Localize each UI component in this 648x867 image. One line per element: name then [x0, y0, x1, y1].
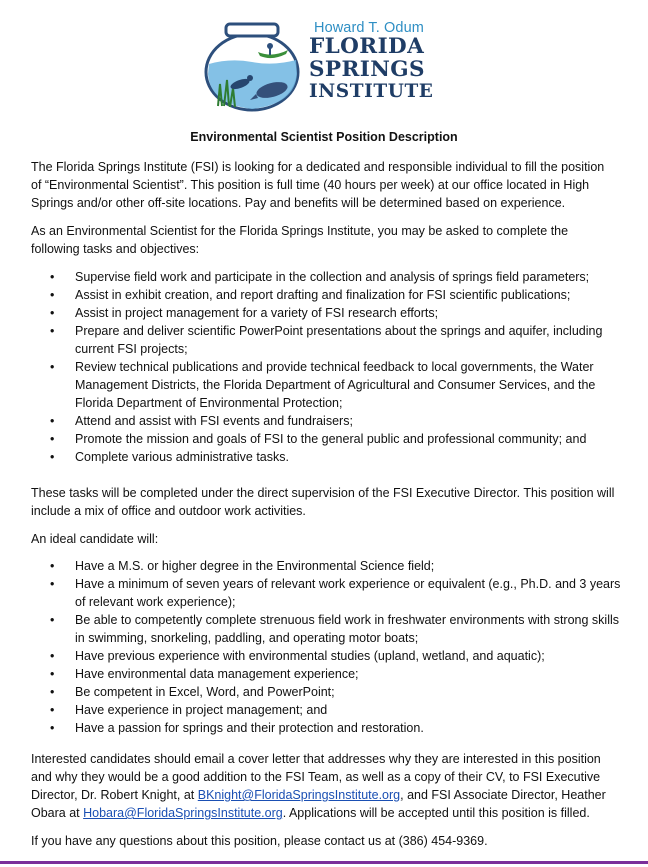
list-item: • Assist in project management for a variety of FSI research efforts; [50, 306, 439, 320]
page-header [200, 14, 460, 118]
tasks-intro: As an Environmental Scientist for the Florida Springs Institute, you may be asked to complete the following tasks and objectives: [31, 224, 569, 256]
list-item: • Have a M.S. or higher degree in the Environmental Science field; [50, 559, 435, 573]
bullet-icon: • [50, 613, 55, 627]
list-item: • Complete various administrative tasks. [50, 450, 289, 464]
bullet-icon: • [50, 324, 55, 338]
bullet-icon: • [50, 667, 55, 681]
supervision-paragraph: These tasks will be completed under the direct supervision of the FSI Executive Director. This position will include a mix of office and outdoor work activities. [31, 486, 615, 518]
contact-paragraph: If you have any questions about this position, please contact us at (386) 454-9369. [31, 834, 488, 848]
bullet-icon: • [50, 685, 55, 699]
bullet-icon: • [50, 559, 55, 573]
list-item: • Supervise field work and participate in the collection and analysis of springs field parameters; [50, 270, 590, 284]
list-item: • Promote the mission and goals of FSI to the general public and professional community; and [50, 432, 587, 446]
bullet-icon: • [50, 288, 55, 302]
intro-paragraph: The Florida Springs Institute (FSI) is looking for a dedicated and responsible individual to fill the position of “Environmental Scientist”. This position is full time (40 hours per week) at our office located in High Springs and/or other off-site locations. Pay and benefits will be determined based on experience. [31, 160, 605, 210]
springs-logo-icon [200, 14, 310, 118]
org-name-block [309, 20, 459, 104]
list-item: • Have a minimum of seven years of relevant work experience or equivalent (e.g., Ph.D. and 3 years of relevant work experience); [50, 577, 621, 609]
bullet-icon: • [50, 306, 55, 320]
org-subtitle: Howard T. Odum [314, 20, 424, 36]
list-item: • Attend and assist with FSI events and fundraisers; [50, 414, 353, 428]
list-item: • Prepare and deliver scientific PowerPoint presentations about the springs and aquifer, including current FSI projects; [50, 324, 603, 356]
bullet-icon: • [50, 649, 55, 663]
bullet-icon: • [50, 703, 55, 717]
list-item: • Assist in exhibit creation, and report drafting and finalization for FSI scientific publications; [50, 288, 571, 302]
email-link-obara[interactable]: Hobara@FloridaSpringsInstitute.org [83, 806, 283, 820]
bullet-icon: • [50, 577, 55, 591]
email-link-knight[interactable]: BKnight@FloridaSpringsInstitute.org [197, 788, 401, 802]
candidate-list [31, 557, 621, 737]
application-paragraph: Interested candidates should email a cover letter that addresses why they are interested in this position and why they would be a good addition to the FSI Team, as well as a copy of their CV, to FSI Executive Director, Dr. Robert Knight, at BKnight@FloridaSpringsInstitute.org, and FSI Associate Director, Heather Obara at Hobara@FloridaSpringsInstitute.org. Applications will be accepted until this position is filled. [31, 752, 606, 820]
bullet-icon: • [50, 360, 55, 374]
list-item: • Have experience in project management; and [50, 703, 328, 717]
candidate-intro: An ideal candidate will: [31, 532, 159, 546]
list-item: • Have previous experience with environmental studies (upland, wetland, and aquatic); [50, 649, 545, 663]
org-name-line3: INSTITUTE [309, 81, 434, 102]
tasks-list [31, 268, 621, 466]
bullet-icon: • [50, 450, 55, 464]
footer-rule [0, 861, 648, 864]
bullet-icon: • [50, 414, 55, 428]
bullet-icon: • [50, 432, 55, 446]
bullet-icon: • [50, 270, 55, 284]
org-name-line2: SPRINGS [309, 56, 425, 82]
list-item: • Be competent in Excel, Word, and PowerPoint; [50, 685, 335, 699]
list-item: • Be able to competently complete strenuous field work in freshwater environments with strong skills in swimming, snorkeling, paddling, and operating motor boats; [50, 613, 620, 645]
list-item: • Have a passion for springs and their protection and restoration. [50, 721, 424, 735]
bullet-icon: • [50, 721, 55, 735]
org-name-line1: FLORIDA [309, 34, 425, 59]
list-item: • Have environmental data management experience; [50, 667, 359, 681]
list-item: • Review technical publications and provide technical feedback to local governments, the Water Management Districts, the Florida Department of Agricultural and Consumer Services, and the Florida Department of Environmental Protection; [50, 360, 596, 410]
document-title: Environmental Scientist Position Description [190, 130, 458, 144]
